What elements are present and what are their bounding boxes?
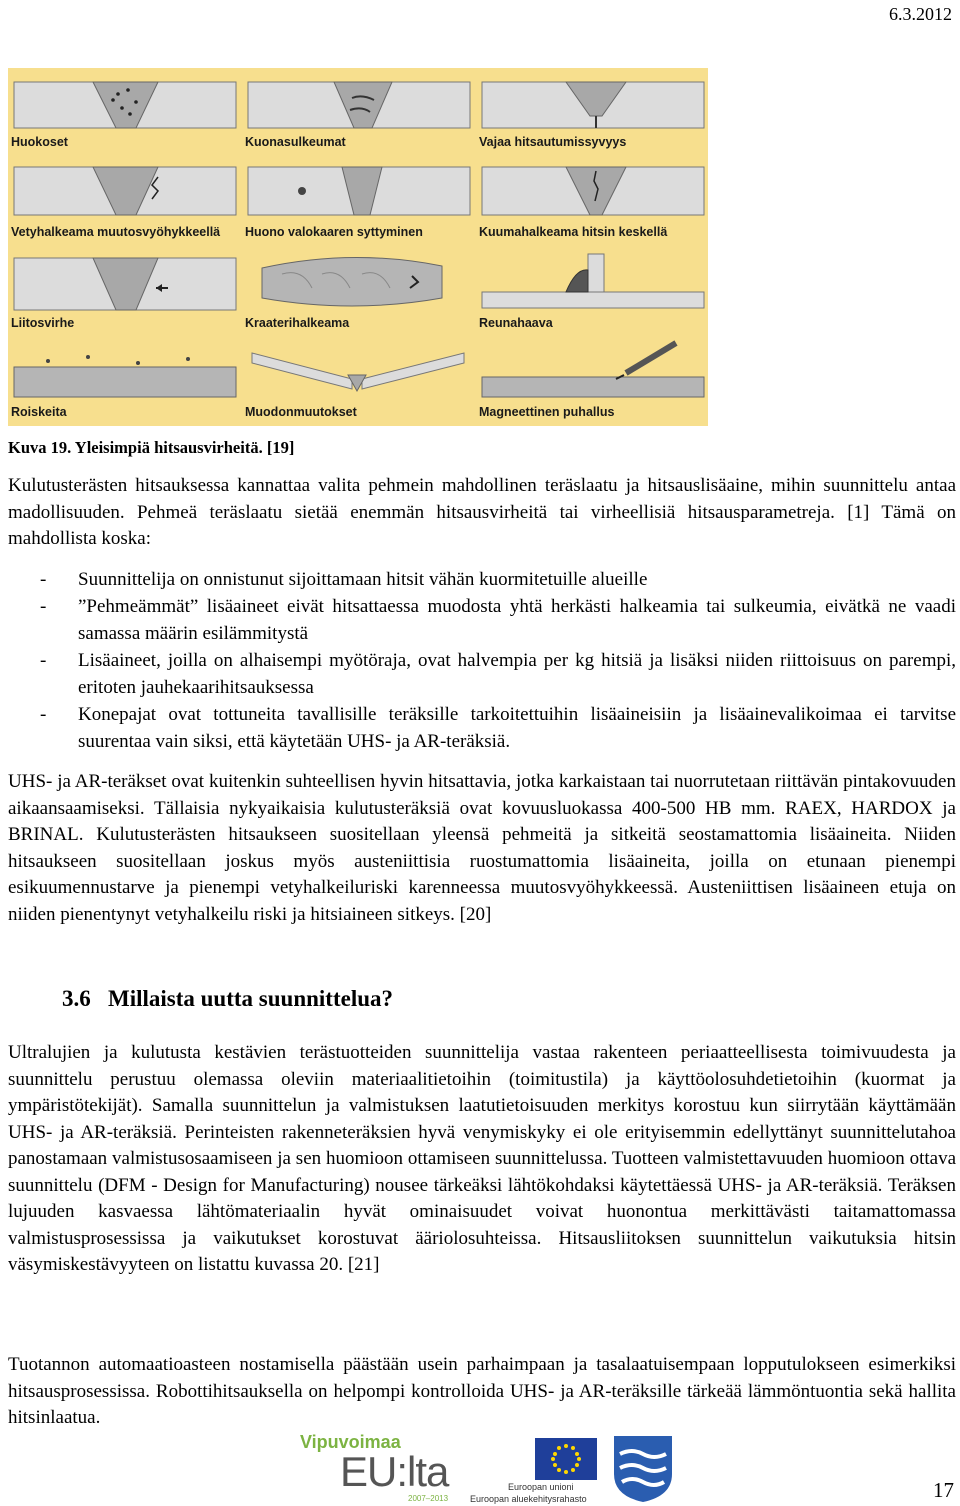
regional-coat-of-arms-icon	[612, 1434, 674, 1504]
label-kuonasulkeumat: Kuonasulkeumat	[245, 135, 346, 149]
label-vetyhalkeama: Vetyhalkeama muutosvyöhykkeellä	[11, 225, 221, 239]
label-reunahaava: Reunahaava	[479, 316, 553, 330]
page-number: 17	[933, 1478, 954, 1502]
label-muodonmuutokset: Muodonmuutokset	[245, 405, 357, 419]
figure-cell-vetyhalkeama	[8, 157, 241, 247]
figure-cell-kuonasulkeumat	[242, 68, 475, 156]
vipuvoimaa-logo-text: Vipuvoimaa	[300, 1432, 401, 1452]
label-roiskeita: Roiskeita	[11, 405, 67, 419]
list-item: - ”Pehmeämmät” lisäaineet eivät hitsattaessa muodosta yhtä herkästi halkeamia tai sulkeumia, eivätkä ne vaadi samassa määrin esilämmitystä	[40, 596, 956, 644]
figure-cell-roiskeita	[8, 339, 241, 426]
figure-cell-muodonmuutokset	[242, 339, 475, 426]
list-item: - Konepajat ovat tottuneita tavallisille teräksille tarkoitettuihin lisäaineisiin ja lisäainevalikoimaa ei tarvitse suurentaa vain siksi, että käytetään UHS- ja AR-teräksiä.	[40, 704, 956, 752]
label-vajaa: Vajaa hitsautumissyvyys	[479, 135, 627, 149]
figure-cell-valokaari	[242, 157, 475, 247]
figure-cell-vajaa	[476, 68, 708, 156]
logo-years: 2007–2013	[408, 1494, 449, 1503]
figure-caption: Kuva 19. Yleisimpiä hitsausvirheitä. [19]	[8, 438, 295, 457]
bullet-text: Lisäaineet, joilla on alhaisempi myötöraja, ovat halvempia per kg hitsiä ja lisäksi niiden riittoisuus on parempi, eritoten jauhekaarihitsauksessa	[78, 650, 956, 698]
list-item: - Lisäaineet, joilla on alhaisempi myötöraja, ovat halvempia per kg hitsiä ja lisäksi niiden riittoisuus on parempi, eritoten jauhekaarihitsauksessa	[40, 650, 956, 698]
section-number: 3.6	[62, 986, 91, 1011]
paragraph-uhs: UHS- ja AR-teräkset ovat kuitenkin suhteellisen hyvin hitsattavia, jotka karkaistaan tai nuorrutetaan riittävän pintakovuuden aikaansaamiseksi. Tällaisia nykyaikaisia kulutusteräksiä ovat kovuusluokassa 400-500 HB mm. RAEX, HARDOX ja BRINAL. Kulutusterästen hitsaukseen suositellaan yleensä pehmeitä ja sitkeitä seostamattomia lisäaineita. Niiden hitsaukseen suositellaan joskus myös austeniittisia ruostumattomia lisäaineita, joilla on etunaan pienempi esikuumennustarve ja pienempi vetyhalkeiluriski karenneessa muutosvyöhykkeessä. Austeniittisen lisäaineen etuja on niiden pienentynyt vetyhalkeilu riski ja hitsiaineen sitkeys. [20]	[8, 771, 956, 925]
eulta-logo-text: EU:lta	[340, 1448, 449, 1495]
figure-cell-huokoset	[8, 68, 241, 156]
bullet-text: ”Pehmeämmät” lisäaineet eivät hitsattaessa muodosta yhtä herkästi halkeamia tai sulkeumia, eivätkä ne vaadi samassa määrin esilämmitystä	[78, 596, 956, 644]
label-valokaari: Huono valokaaren syttyminen	[245, 225, 423, 239]
eu-flag-icon	[535, 1438, 597, 1480]
section-heading	[62, 986, 393, 1012]
figure-cell-liitosvirhe	[8, 248, 241, 338]
label-huokoset: Huokoset	[11, 135, 68, 149]
eu-text-2: Euroopan aluekehitysrahasto	[470, 1494, 587, 1504]
footer-logos	[290, 1432, 680, 1506]
paragraph-intro: Kulutusterästen hitsauksessa kannattaa valita pehmein mahdollinen teräslaatu ja hitsauslisäaine, mihin suunnittelu antaa madollisuuden. Pehmeä teräslaatu sietää enemmän hitsausvirheitä tai virheellisiä hitsausparametreja. [1] Tämä on mahdollista koska:	[8, 475, 956, 549]
bullet-text: Suunnittelija on onnistunut sijoittamaan hitsit vähän kuormitetuille alueille	[78, 569, 648, 590]
bullet-list	[8, 566, 956, 755]
list-item: - Suunnittelija on onnistunut sijoittamaan hitsit vähän kuormitetuille alueille	[40, 569, 648, 590]
label-magneettinen: Magneettinen puhallus	[479, 405, 615, 419]
paragraph-automation: Tuotannon automaatioasteen nostamisella päästään usein parhaimpaan ja tasalaatuisempaan lopputulokseen esimerkiksi hitsausprosessissa. Robottihitsauksella on helpompi kontrolloida UHS- ja AR-teräksille tärkeää lämmöntuontia sekä hallita hitsinlaatua.	[8, 1354, 956, 1428]
paragraph-design: Ultralujien ja kulutusta kestävien terästuotteiden suunnittelija vastaa rakenteen periaatteellisesta toimivuudesta ja suunnittelu perustuu olemassa oleviin materiaalitietoihin (toimitustila) ja käyttöolosuhdetietoihin (kuormat ja ympäristötekijät). Samalla suunnittelun ja valmistuksen laatutietoisuuden merkitys korostuu kun siirrytään käyttämään UHS- ja AR-teräksiä. Perinteisten rakenneteräksien hyvä venymiskyky ei ole erityisemmin edellyttänyt suunnittelutahoa panostamaan valmistusosaamiseen ja sen huomioon ottamiseen suunnittelussa. Tuotteen valmistettavuuden huomioon ottava suunnittelu (DFM - Design for Manufacturing) nousee tärkeäksi lähtökohdaksi käytettäessä UHS- ja AR-teräksiä. Teräksen lujuuden kasvaessa lähtömateriaalin hyvät ominaisuudet voivat huonontua merkittävästi taitamattomassa valmistusprosessissa ja vaikutukset korostuvat ääriolosuhteissa. Hitsausliitoksen suunnittelun vaikutuksia hitsin väsymiskestävyyteen on listattu kuvassa 20. [21]	[8, 1042, 956, 1275]
figure-cell-reunahaava	[476, 248, 708, 338]
bullet-text: Konepajat ovat tottuneita tavallisille teräksille tarkoitettuihin lisäaineisiin ja lisäainevalikoimaa ei tarvitse suurentaa vain siksi, että käytetään UHS- ja AR-teräksiä.	[78, 704, 956, 752]
figure-cell-kuumahalkeama	[476, 157, 708, 247]
label-kuumahalkeama: Kuumahalkeama hitsin keskellä	[479, 225, 668, 239]
label-kraaterihalkeama: Kraaterihalkeama	[245, 316, 350, 330]
welding-defects-figure	[8, 68, 708, 426]
figure-cell-magneettinen	[476, 339, 708, 426]
section-title: Millaista uutta suunnittelua?	[108, 986, 393, 1011]
header-date: 6.3.2012	[889, 4, 952, 24]
figure-cell-kraaterihalkeama	[242, 248, 475, 338]
label-liitosvirhe: Liitosvirhe	[11, 316, 75, 330]
eu-text-1: Euroopan unioni	[508, 1482, 574, 1492]
